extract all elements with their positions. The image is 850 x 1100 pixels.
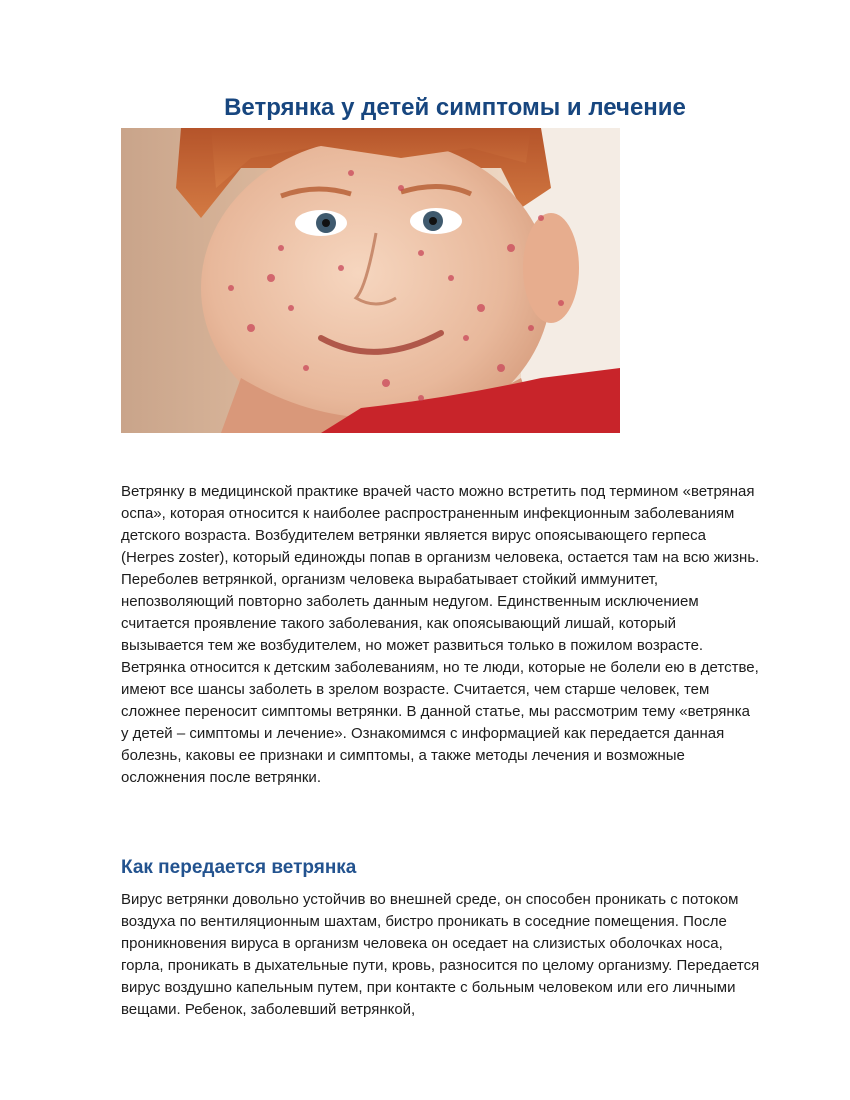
section-heading: Как передается ветрянка [121, 857, 357, 878]
section-paragraph: Вирус ветрянки довольно устойчив во внешней среде, он способен проникать с потоком воздуха по вентиляционным шахтам, бистро проникать в соседние помещения. После проникновения вируса в организм человека он оседает на слизистых оболочках носа, горла, проникать в дыхательные пути, кровь, разносится по целому организму. Передается вирус воздушно капельным путем, при контакте с больным человеком или его личными вещами. Ребенок, заболевший ветрянкой, [121, 891, 760, 1018]
page-title: Ветрянка у детей симптомы и лечение [224, 94, 686, 121]
intro-paragraph: Ветрянку в медицинской практике врачей часто можно встретить под термином «ветряная оспа», которая относится к наиболее распространенным инфекционным заболеваниям детского возраста. Возбудителем ветрянки является вирус опоясывающего герпеса (Herpes zoster), который единожды попав в организм человека, остается там на всю жизнь. Переболев ветрянкой, организм человека вырабатывает стойкий иммунитет, непозволяющий повторно заболеть данным недугом. Единственным исключением считается проявление такого заболевания, как опоясывающий лишай, который вызывается тем же возбудителем, но может развиться только в пожилом возрасте. Ветрянка относится к детским заболеваниям, но те люди, которые не болели ею в детстве, имеют все шансы заболеть в зрелом возрасте. Считается, чем старше человек, тем сложнее переносит симптомы ветрянки. В данной статье, мы рассмотрим тему «ветрянка у детей – симптомы и лечение». Ознакомимся с информацией как передается данная болезнь, каковы ее признаки и симптомы, а также методы лечения и возможные осложнения после ветрянки. [121, 483, 760, 786]
child-chickenpox-photo [121, 128, 620, 433]
